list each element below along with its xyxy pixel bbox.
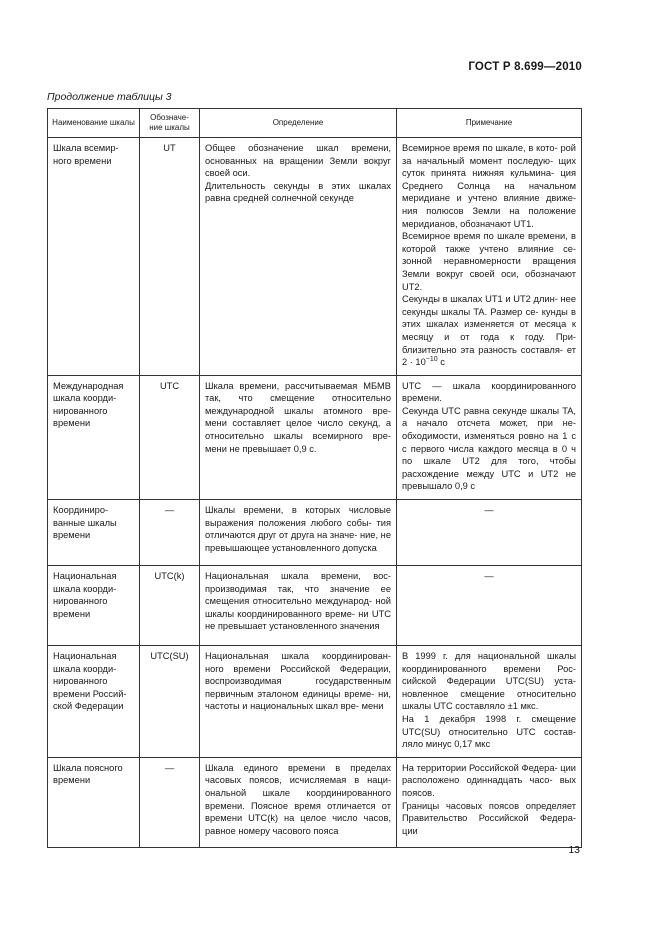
definition-paragraph: Шкала времени, рассчитываемая МБМВ так, что смещение относительно международной шкалы атомного вре- мени составляет целое число секунд, а относительно шкалы всемирного вре- мени не превышает 0,9 с. <box>205 380 391 454</box>
table-row <box>48 646 582 758</box>
note-paragraph: — <box>484 505 494 516</box>
definition-paragraph: Общее обозначение шкал времени, основанных на вращении Земли вокруг своей оси. <box>205 143 391 179</box>
table-row <box>48 500 582 566</box>
note-paragraph: Секунда UTC равна секунде шкалы TA, а начало отсчета может, при не- обходимости, изменяться ровно на 1 с с первого числа каждого месяца в 0 ч по шкале UT2 для того, чтобы расхождение между UTC и UT2 не превышало 0,9 с <box>402 405 576 492</box>
scales-table <box>47 108 582 848</box>
table-row <box>48 566 582 646</box>
note-paragraph: UTC — шкала координированного времени. <box>402 380 576 404</box>
definition-paragraph: Шкала единого времени в пределах часовых поясов, исчисляемая в наци- ональной шкале координированного времени. Поясное время отличается от времени UTC(k) на целое число часов, равное номеру часового пояса <box>205 762 391 836</box>
note-unit: с <box>437 357 445 368</box>
column-header-symbol: Обозначе- ние шкалы <box>140 109 200 138</box>
note-paragraph: Границы часовых поясов определяет Правительство Российской Федера- ции <box>402 800 576 836</box>
note-paragraph: — <box>484 571 494 582</box>
definition-paragraph: Длительность секунды в этих шкалах равна средней солнечной секунде <box>205 180 391 204</box>
scale-symbol: UTC <box>140 375 200 499</box>
scale-note <box>397 375 582 499</box>
scale-name: Национальная шкала коорди- нированного времени Россий- ской Федерации <box>48 646 140 758</box>
scale-note <box>397 566 582 646</box>
document-id: ГОСТ Р 8.699—2010 <box>468 61 582 73</box>
column-header-name: Наименование шкалы <box>48 109 140 138</box>
note-paragraph: Всемирное время по шкале времени, в которой также учтено влияние се- зонной неравномерности вращения Земли вокруг своей оси, обозначают UT2. <box>402 231 576 292</box>
note-paragraph: На территории Российской Федера- ции расположено одиннадцать часо- вых поясов. <box>402 762 576 798</box>
scale-note <box>397 500 582 566</box>
scale-name: Шкала всемир- ного времени <box>48 138 140 376</box>
column-header-note: Примечание <box>397 109 582 138</box>
scale-symbol: — <box>140 757 200 847</box>
note-paragraph: Всемирное время по шкале, в кото- рой за начальный момент последую- щих суток принята нижняя кульмина- ция Среднего Солнца на начальном меридиане и учтено влияние движе- ния полюсов Земли на положение меридианов, обозначают UT1. <box>402 143 576 229</box>
scale-note <box>397 138 582 376</box>
note-exponent: −10 <box>425 356 438 363</box>
table-header-row <box>48 109 582 138</box>
definition-paragraph: Национальная шкала координирован- ного времени Российской Федерации, воспроизводимая государственным первичным эталоном единицы време- ни, частоты и национальных шкал вре- мени <box>205 651 391 712</box>
table-row <box>48 138 582 376</box>
scale-note <box>397 757 582 847</box>
scale-definition <box>200 500 397 566</box>
table-row <box>48 757 582 847</box>
page-number: 13 <box>568 844 580 856</box>
scale-definition <box>200 566 397 646</box>
scale-name: Шкала поясного времени <box>48 757 140 847</box>
scale-name: Координиро- ванные шкалы времени <box>48 500 140 566</box>
table-caption: Продолжение таблицы 3 <box>47 91 172 103</box>
scale-definition <box>200 375 397 499</box>
note-paragraph: В 1999 г. для национальной шкалы координированного времени Рос- сийской Федерации UTC(SU) уста- новленное смещение относительно шкалы UTC составляло ±1 мкс. <box>402 651 576 712</box>
note-text: Секунды в шкалах UT1 и UT2 длин- нее секунды шкалы TA. Размер се- кунды в этих шкалах изменяется от месяца к месяцу и от года к году. При- близительно эта разность составля- ет 2 · 10 <box>402 294 576 368</box>
scale-definition <box>200 138 397 376</box>
scale-symbol: UTC(SU) <box>140 646 200 758</box>
definition-paragraph: Национальная шкала времени, вос- производимая так, что значение ее смещения относительно международ- ной шкалы координированного време- ни UTC не превышает установленного значения <box>205 571 391 632</box>
scale-name: Международная шкала коорди- нированного времени <box>48 375 140 499</box>
definition-paragraph: Шкалы времени, в которых числовые выражения положения любого собы- тия отличаются друг от друга на значе- ние, не превышающее установленного допуска <box>205 505 391 553</box>
scale-definition <box>200 757 397 847</box>
column-header-definition: Определение <box>200 109 397 138</box>
note-paragraph: На 1 декабря 1998 г. смещение UTC(SU) относительно UTC состав- ляло минус 0,17 мкс <box>402 714 576 750</box>
scale-symbol: UTC(k) <box>140 566 200 646</box>
scale-note <box>397 646 582 758</box>
scale-definition <box>200 646 397 758</box>
scale-symbol: UT <box>140 138 200 376</box>
table-row <box>48 375 582 499</box>
scale-symbol: — <box>140 500 200 566</box>
scale-name: Национальная шкала коорди- нированного времени <box>48 566 140 646</box>
note-paragraph-exponent <box>402 293 576 369</box>
